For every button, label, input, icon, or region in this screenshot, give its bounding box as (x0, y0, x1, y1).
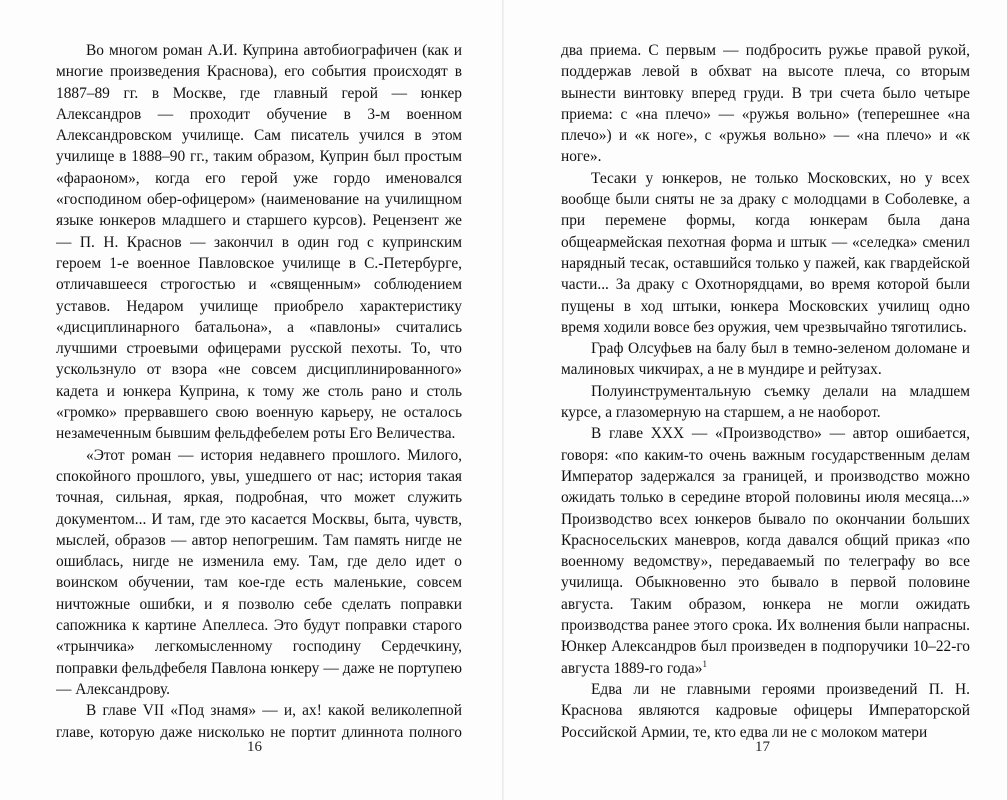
paragraph: Полуинструментальную съемку делали на младшем курсе, а глазомерную на старшем, а не наоборот. (561, 382, 970, 422)
paragraph: «Этот роман — история недавнего прошлого. Милого, спокойного прошлого, увы, ушедшего от нас; история такая точная, сильная, яркая, подробная, что может служить документом... И там, где это касается Москвы, быта, чувств, мыслей, образов — автор непогрешим. Там память нигде не ошиблась, нигде не изменила ему. Там, где дело идет о воинском обучении, там кое-где есть маленькие, совсем ничтожные ошибки, и я позволю себе сделать поправки сапожника к картине Апеллеса. Это будут поправки старого «трынчика» легкомысленному господину Сердечкину, поправки фельдфебеля Павлона юнкеру — даже не портупею — Александрову. (56, 446, 462, 698)
right-page (561, 40, 970, 740)
paragraph: Граф Олсуфьев на балу был в темно-зеленом доломане и малиновых чикчирах, а не в мундире и рейтузах. (561, 340, 970, 379)
paragraph: Во многом роман А.И. Куприна автобиографичен (как и многие произведения Краснова), его события происходят в 1887–89 гг. в Москве, где главный герой — юнкер Александров — проходит обучение в 3-м военном Александровском училище. Сам писатель учился в этом училище в 1888–90 гг., таким образом, Куприн был простым «фараоном», когда его герой уже гордо именовался «господином обер-офицером» (наименование на училищном языке юнкеров младшего и старшего курсов). Рецензент же — П. Н. Краснов — закончил в один год с купринским героем 1-е военное Павловское училище в С.-Петербурге, отличавшееся строгостью и «священным» соблюдением уставов. Недаром училище приобрело характеристику «дисциплинарного батальона», а «павлоны» считались лучшими строевыми офицерами русской пехоты. То, что ускользнуло от взора «не совсем дисциплинированного» кадета и юнкера Куприна, к тому же столь рано и столь «громко» прервавшего свою военную карьеру, не осталось незамеченным бывшим фельдфебелем роты Его Величества. (56, 42, 462, 443)
footnote-reference[interactable]: 1 (702, 658, 707, 669)
paragraph: Едва ли не главными героями произведений П. Н. Краснова являются кадровые офицеры Императорской Российской Армии, те, кто едва ли не с молоком матери (561, 680, 970, 740)
paragraph: В главе VII «Под знамя» — и, ах! какой великолепной главе, которую даже нисколько не портит длиннота полного (56, 702, 462, 740)
page-number-left: 16 (247, 739, 262, 755)
paragraph: Тесаки у юнкеров, не только Московских, но у всех вообще были сняты не за драку с молодцами в Соболевке, а при перемене формы, когда юнкерам была дана общеармейская пехотная форма и штык — «селедка» сменил нарядный тесак, оставшийся только у пажей, как гвардейской части... За драку с Охотнорядцами, во время которой были пущены в ход штыки, юнкера Московских училищ одно время ходили вовсе без оружия, чем чрезвычайно тяготились. (561, 169, 970, 336)
left-page (56, 40, 462, 740)
page-number-right: 17 (755, 739, 770, 755)
paragraph-with-footnote (561, 423, 970, 679)
paragraph-text: В главе XXX — «Производство» — автор ошибается, говоря: «по каким-то очень важным государственным делам Император задержался за границей, и производство можно ожидать только в середине второй половины июля месяца...» Производство всех юнкеров бывало по окончании больших Красносельских маневров, когда давался общий приказ «по военному ведомству», передаваемый по телеграфу во все училища. Обыкновенно это бывало в первой половине августа. Таким образом, юнкера не могли ожидать производства ранее этого срока. Их волнения были напрасны. Юнкер Александров был произведен в подпоручики 10–22-го августа 1889-го года» (561, 425, 970, 677)
paragraph: два приема. С первым — подбросить ружье правой рукой, поддержав левой в обхват на высоте плеча, со вторым вынести винтовку вперед груди. В три счета было четыре приема: с «на плечо» — «ружья вольно» (теперешнее «на плечо») и «к ноге», с «ружья вольно» — «на плечо» и «к ноге». (561, 42, 970, 166)
book-gutter (502, 0, 504, 800)
